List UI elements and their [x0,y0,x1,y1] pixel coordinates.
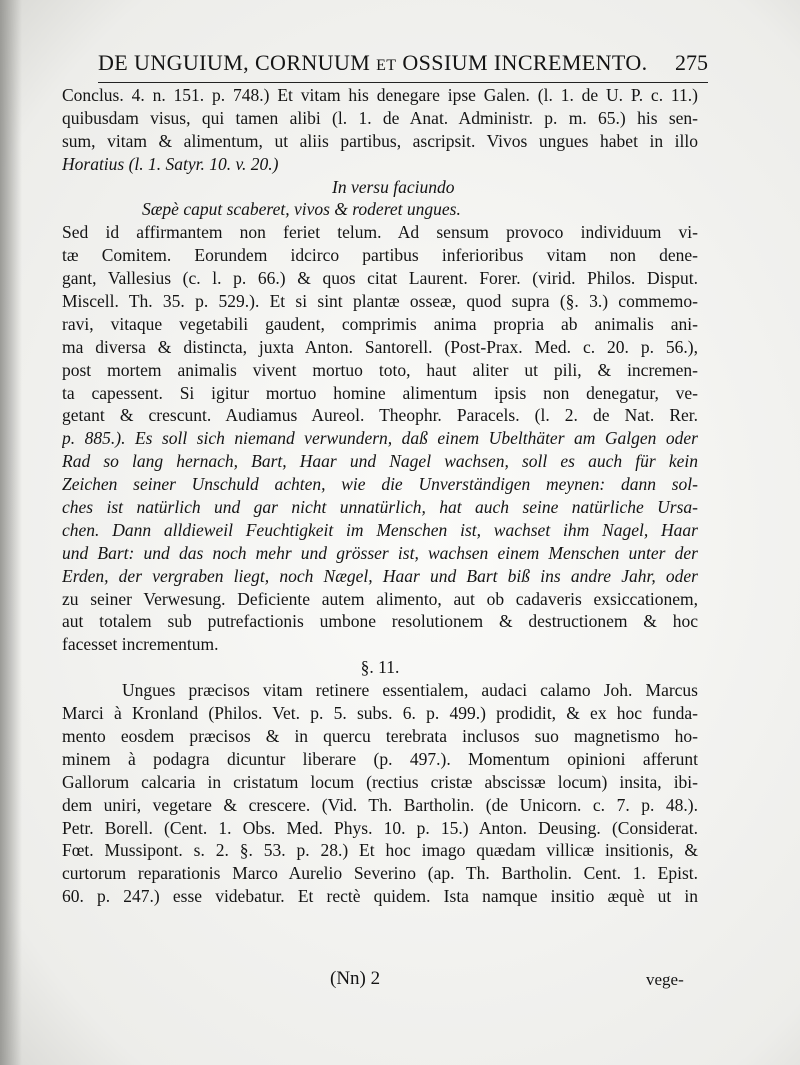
text-line: Ungues præcisos vitam retinere essentialem, audaci calamo Joh. Marcus [122,680,698,701]
text-line: Erden, der vergraben liegt, noch Nægel, Haar und Bart biß ins andre Jahr, oder [62,565,698,586]
text-line: Horatius (l. 1. Satyr. 10. v. 20.) [62,153,279,174]
text-line: p. 885.). Es soll sich niemand verwundern, daß einem Ubelthäter am Galgen oder [62,428,698,449]
text-line: ta capessent. Si igitur mortuo homine alimentum ipsis non denegatur, ve- [62,382,698,403]
body-text [62,84,698,908]
text-line: Fœt. Mussipont. s. 2. §. 53. p. 28.) Et hoc imago quædam villicæ insitionis, & [62,840,698,861]
page-edge-shadow [0,0,22,1065]
text-line: Petr. Borell. (Cent. 1. Obs. Med. Phys. 10. p. 15.) Anton. Deusing. (Considerat. [62,817,698,838]
header-title-et: ET [376,57,397,74]
running-header [98,46,708,83]
text-line: ches ist natürlich und gar nicht unnatürlich, hat auch seine natürliche Ursa- [62,497,698,518]
text-line: Zeichen seiner Unschuld achten, wie die Unverständigen meynen: dann sol- [62,474,698,495]
text-line: chen. Dann alldieweil Feuchtigkeit im Menschen ist, wachset ihm Nagel, Haar [62,519,698,540]
text-line: curtorum reparationis Marco Aurelio Severino (ap. Th. Bartholin. Cent. 1. Epist. [62,863,698,884]
text-line: Gallorum calcaria in cristatum locum (rectius cristæ abscissæ locum) insita, ibi- [62,771,698,792]
text-line: dem uniri, vegetare & crescere. (Vid. Th. Bartholin. (de Unicorn. c. 7. p. 48.). [62,794,698,815]
header-title [98,50,648,76]
text-line: tæ Comitem. Eorundem idcirco partibus inferioribus vitam non dene- [62,245,698,266]
text-line: mento eosdem præcisos & in quercu terebrata inclusos suo magnetismo ho- [62,725,698,746]
text-line: §. 11. [360,657,400,678]
text-line: Sed id affirmantem non feriet telum. Ad sensum provoco individuum vi- [62,222,698,243]
text-line: sum, vitam & alimentum, ut aliis partibus, ascripsit. Vivos ungues habet in illo [62,130,698,151]
text-line: quibusdam visus, qui tamen alibi (l. 1. de Anat. Administr. p. m. 65.) his sen- [62,107,698,128]
text-line: post mortem animalis vivent mortuo toto, haut aliter ut pili, & incremen- [62,359,698,380]
text-line: aut totalem sub putrefactionis umbone resolutionem & destructionem & hoc [62,611,698,632]
text-line: Conclus. 4. n. 151. p. 748.) Et vitam his denegare ipse Galen. (l. 1. de U. P. c. 11.) [62,85,698,105]
text-line: gant, Vallesius (c. l. p. 66.) & quos citat Laurent. Forer. (virid. Philos. Disput. [62,268,698,289]
text-line: Sæpè caput scaberet, vivos & roderet ungues. [142,199,461,220]
text-line: und Bart: und das noch mehr und grösser ist, wachsen einem Menschen unter der [62,542,698,563]
text-line: zu seiner Verwesung. Deficiente autem alimento, aut ob cadaveris exsiccationem, [62,588,698,609]
text-line: facesset incrementum. [62,634,219,655]
text-line: ravi, vitaque vegetabili gaudent, comprimis anima propria ab animalis ani- [62,313,698,334]
text-line: Marci à Kronland (Philos. Vet. p. 5. subs. 6. p. 499.) prodidit, & ex hoc funda- [62,703,698,724]
text-line: ma diversa & distincta, juxta Anton. Santorell. (Post-Prax. Med. c. 20. p. 56.), [62,336,698,357]
text-line: Rad so lang hernach, Bart, Haar und Nagel wachsen, soll es auch für kein [62,451,698,472]
page-number: 275 [675,50,708,75]
text-line: Miscell. Th. 35. p. 529.). Et si sint plantæ osseæ, quod supra (§. 3.) commemo- [62,291,698,312]
catchword: vege- [646,970,684,989]
signature-mark: (Nn) 2 [330,968,381,989]
text-line: In versu faciundo [332,176,455,197]
text-line: minem à podagra dicuntur liberare (p. 497.). Momentum opinioni afferunt [62,748,698,769]
header-title-rest: OSSIUM INCREMENTO. [396,50,648,75]
text-line: getant & crescunt. Audiamus Aureol. Theophr. Paracels. (l. 2. de Nat. Rer. [62,405,698,426]
header-title-main: DE UNGUIUM, CORNUUM [98,50,377,75]
text-line: 60. p. 247.) esse videbatur. Et rectè quidem. Ista namque insitio æquè ut in [62,886,698,907]
